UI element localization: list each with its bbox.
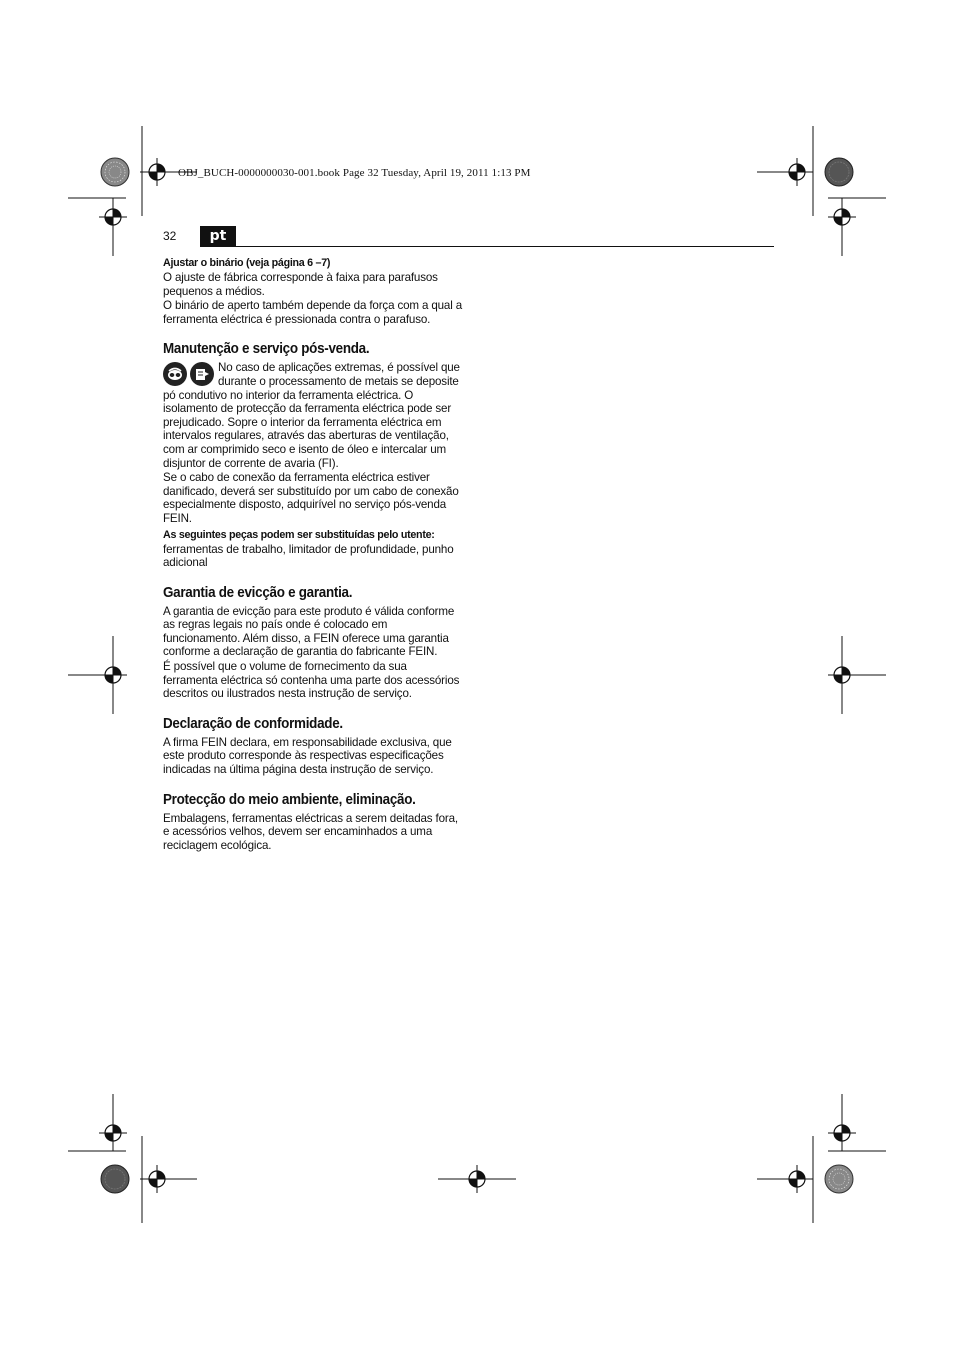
warranty-paragraph-1: A garantia de evicção para este produto é válida conforme as regras legais no país onde é colocado em funcionamento. Além disso, a FEIN oferece uma garantia conforme a declaração de garantia do fabricante FEIN. [163,604,455,659]
read-manual-icon [190,362,214,386]
replaceable-parts-list: ferramentas de trabalho, limitador de profundidade, punho adicional [163,542,454,570]
torque-paragraph-1: O ajuste de fábrica corresponde à faixa para parafusos pequenos a médios. [163,271,438,298]
replaceable-parts-heading: As seguintes peças podem ser substituídas pelo utente: [163,528,435,541]
eye-protection-icon [163,362,187,386]
maintenance-heading: Manutenção e serviço pós-venda. [163,341,370,358]
language-badge: pt [200,226,236,246]
conformity-paragraph: A firma FEIN declara, em responsabilidade exclusiva, que este produto corresponde às respectivas especificações indicadas na última página desta instrução de serviço. [163,735,452,777]
maintenance-paragraph-2: Se o cabo de conexão da ferramenta eléctrica estiver danificado, deverá ser substituído por um cabo de conexão especialmente disposto, adquirível no serviço pós-venda FEIN. [163,471,459,525]
print-slug: OBJ_BUCH-0000000030-001.book Page 32 Tuesday, April 19, 2011 1:13 PM [178,167,531,179]
warranty-heading: Garantia de evicção e garantia. [163,584,353,601]
warranty-paragraph-2: É possível que o volume de fornecimento da sua ferramenta eléctrica só contenha uma parte dos acessórios descritos ou ilustrados nesta instrução de serviço. [163,660,460,701]
page-number: 32 [163,229,177,243]
safety-icons [163,362,215,388]
conformity-heading: Declaração de conformidade. [163,715,343,732]
header-rule [200,246,774,247]
environment-heading: Protecção do meio ambiente, eliminação. [163,791,416,808]
environment-paragraph: Embalagens, ferramentas eléctricas a serem deitadas fora, e acessórios velhos, devem ser encaminhados a uma reciclagem ecológica. [163,811,458,852]
torque-paragraph-2: O binário de aperto também depende da força com a qual a ferramenta eléctrica é pressionada contra o parafuso. [163,299,463,326]
torque-heading: Ajustar o binário (veja página 6 –7) [163,257,331,269]
text-column [163,256,463,852]
maintenance-paragraph-1: No caso de aplicações extremas, é possível que durante o processamento de metais se deposite pó condutivo no interior da ferramenta eléctrica. O isolamento de protecção da ferramenta eléctrica pode ser prejudicado. Sopre o interior da ferramenta eléctrica em intervalos regulares, através das aberturas de ventilação, com ar comprimido seco e isento de óleo e intercalar um disjuntor de corrente de avaria (FI). [163,361,460,470]
